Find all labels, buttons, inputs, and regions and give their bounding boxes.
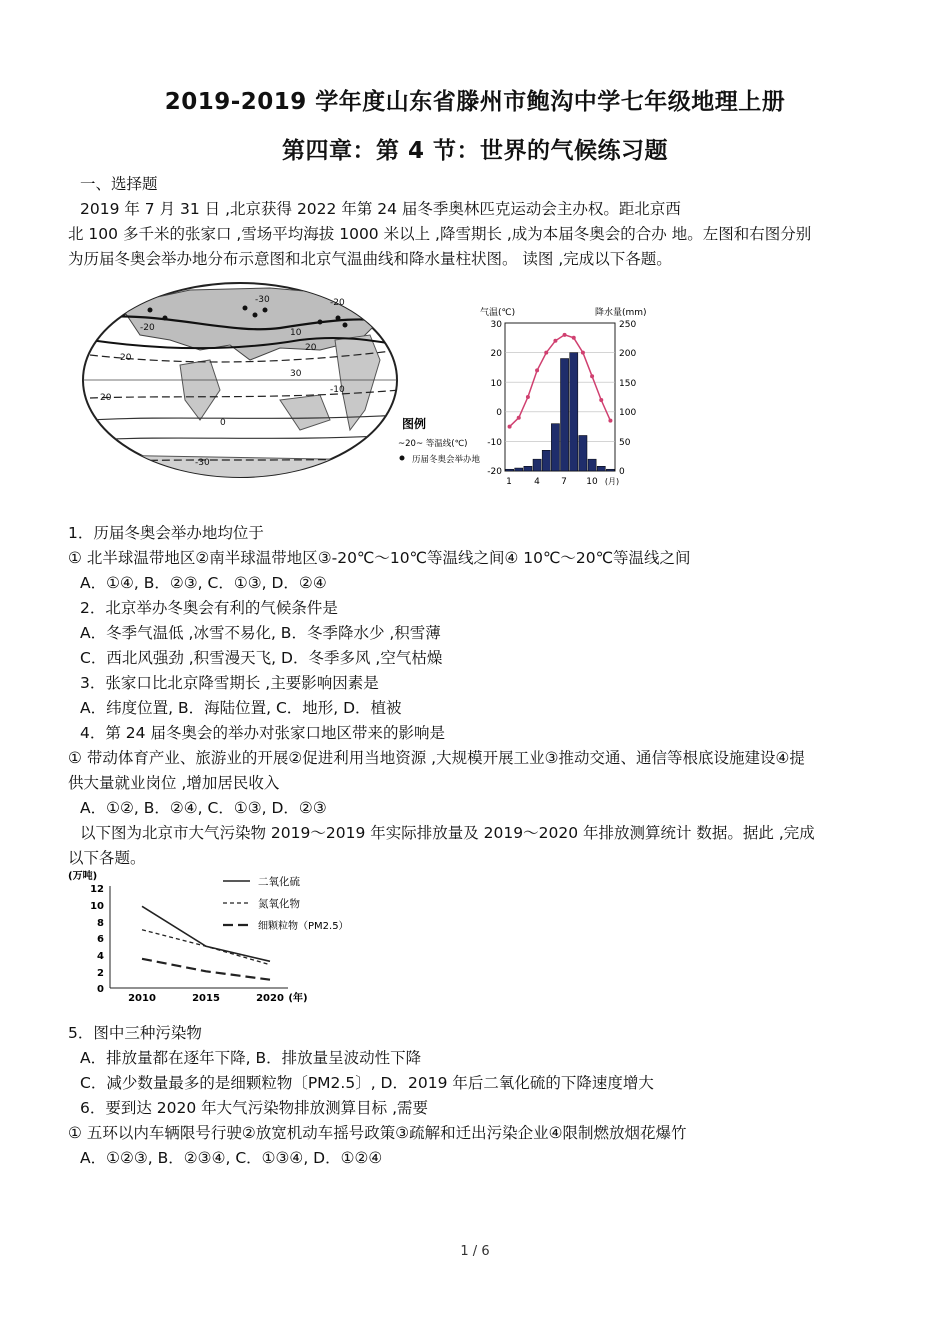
q3-answers: A．纬度位置, B．海陆位置, C．地形, D．植被 — [80, 699, 402, 717]
temp-point — [599, 398, 603, 402]
temp-point — [553, 339, 557, 343]
month-tick: 1 — [506, 477, 512, 487]
y-tick: 12 — [90, 884, 104, 895]
pollution-line-chart — [68, 866, 349, 1006]
legend-site: 历届冬奥会举办地 — [412, 455, 481, 465]
x-tick: 2015 — [192, 993, 220, 1004]
temp-tick: 10 — [490, 379, 502, 389]
y-tick: 4 — [97, 951, 104, 962]
iso-label: 30 — [290, 369, 302, 379]
q4-options-2: 供大量就业岗位 ,增加居民收入 — [68, 774, 280, 792]
month-tick: 4 — [534, 477, 540, 487]
q1-stem: 1．历届冬奥会举办地均位于 — [68, 524, 264, 542]
temp-line — [510, 335, 611, 427]
precip-bar — [561, 359, 569, 471]
iso-label: 20 — [120, 353, 132, 363]
host-site-dot — [343, 323, 348, 328]
host-site-dot — [148, 308, 153, 313]
precip-bar — [597, 466, 605, 471]
x-tick: 2020 — [256, 993, 284, 1004]
x-tick: 2010 — [128, 993, 156, 1004]
temp-point — [517, 416, 521, 420]
y-tick: 10 — [90, 901, 104, 912]
section-heading: 一、选择题 — [80, 175, 158, 193]
temp-tick: 30 — [490, 320, 502, 330]
legend-dot-icon — [400, 456, 405, 461]
landmass — [100, 455, 380, 480]
iso-label: 0 — [220, 418, 226, 428]
precip-bar — [533, 459, 541, 471]
beijing-climate-chart — [480, 303, 647, 493]
iso-label: -30 — [255, 295, 270, 305]
q2-answers-ab: A．冬季气温低 ,冰雪不易化, B．冬季降水少 ,积雪薄 — [80, 624, 441, 642]
iso-label: -20 — [330, 298, 345, 308]
y-tick: 0 — [97, 984, 104, 995]
y-tick: 8 — [97, 918, 104, 929]
legend-label-so2: 二氧化硫 — [258, 876, 300, 888]
intro1-line3: 为历届冬奥会举办地分布示意图和北京气温曲线和降水量柱状图。 读图 ,完成以下各题。 — [68, 250, 672, 268]
precip-bar — [551, 424, 559, 471]
q1-answers: A．①④, B．②③, C．①③, D．②④ — [80, 574, 327, 592]
title-line-2: 第四章：第 4 节：世界的气候练习题 — [281, 138, 669, 164]
intro2-line1: 以下图为北京市大气污染物 2019～2019 年实际排放量及 2019～2020 年排放测算统计 数据。据此 ,完成 — [80, 824, 815, 842]
temp-point — [535, 368, 539, 372]
legend-isotherm: ~20~ 等温线(℃) — [398, 439, 468, 449]
precip-bar — [570, 353, 578, 471]
q5-answers-ab: A．排放量都在逐年下降, B．排放量呈波动性下降 — [80, 1049, 422, 1067]
iso-label: 20 — [100, 393, 112, 403]
iso-label: -30 — [195, 458, 210, 468]
precip-tick: 200 — [619, 349, 637, 359]
temp-point — [572, 336, 576, 340]
temp-point — [590, 374, 594, 378]
host-site-dot — [243, 306, 248, 311]
temp-tick: 20 — [490, 349, 502, 359]
iso-label: 10 — [290, 328, 302, 338]
y-axis-unit: (万吨) — [68, 871, 98, 882]
temp-point — [563, 333, 567, 337]
series-line-nox — [142, 930, 270, 965]
month-unit: (月) — [604, 477, 620, 486]
precip-tick: 0 — [619, 467, 625, 477]
host-site-dot — [318, 320, 323, 325]
precip-tick: 100 — [619, 408, 637, 418]
precip-bar — [524, 466, 532, 471]
month-tick: 10 — [586, 477, 598, 487]
world-map-figure — [80, 280, 500, 485]
host-site-dot — [336, 316, 341, 321]
precip-axis-label: 降水量(mm) — [595, 308, 647, 318]
temp-axis-label: 气温(℃) — [480, 308, 516, 318]
iso-label: -10 — [330, 385, 345, 395]
host-site-dot — [253, 313, 258, 318]
y-tick: 2 — [97, 968, 104, 979]
q6-answers: A．①②③, B．②③④, C．①③④, D．①②④ — [80, 1149, 383, 1167]
x-unit: (年) — [288, 993, 308, 1004]
precip-tick: 150 — [619, 379, 637, 389]
temp-point — [508, 425, 512, 429]
series-line-pm25 — [142, 959, 270, 980]
page-number: 1 / 6 — [460, 1244, 490, 1259]
q2-stem: 2．北京举办冬奥会有利的气候条件是 — [80, 599, 338, 617]
legend-label-pm25: 细颗粒物（PM2.5） — [258, 921, 349, 932]
precip-tick: 50 — [619, 438, 631, 448]
temp-points — [508, 333, 613, 429]
q5-stem: 5．图中三种污染物 — [68, 1024, 202, 1042]
iso-label: 20 — [305, 343, 317, 353]
series-line-so2 — [142, 906, 270, 961]
temp-tick: -10 — [487, 438, 502, 448]
intro1-line2: 北 100 多千米的张家口 ,雪场平均海拔 1000 米以上 ,降雪期长 ,成为本届冬奥会的合办 地。左图和右图分别 — [68, 225, 812, 243]
precip-bar — [606, 469, 614, 471]
q2-answers-cd: C．西北风强劲 ,积雪漫天飞, D．冬季多风 ,空气枯燥 — [80, 649, 443, 667]
q3-stem: 3．张家口比北京降雪期长 ,主要影响因素是 — [80, 674, 379, 692]
intro2-line2: 以下各题。 — [68, 849, 146, 867]
temp-point — [544, 351, 548, 355]
precip-tick: 250 — [619, 320, 637, 330]
intro1-line1: 2019 年 7 月 31 日 ,北京获得 2022 年第 24 届冬季奥林匹克运动会主办权。距北京西 — [80, 200, 681, 218]
precip-bar — [515, 468, 523, 471]
precip-bar — [588, 459, 596, 471]
q4-answers: A．①②, B．②④, C．①③, D．②③ — [80, 799, 327, 817]
legend-label-nox: 氮氧化物 — [258, 898, 300, 910]
q5-answers-cd: C．减少数量最多的是细颗粒物〔PM2.5〕, D．2019 年后二氧化硫的下降速度增大 — [80, 1074, 654, 1092]
temp-point — [581, 351, 585, 355]
q6-stem: 6．要到达 2020 年大气污染物排放测算目标 ,需要 — [80, 1099, 429, 1117]
host-site-dot — [263, 308, 268, 313]
temp-point — [526, 395, 530, 399]
legend-title: 图例 — [402, 417, 427, 431]
temp-tick: -20 — [487, 467, 502, 477]
host-site-dot — [163, 316, 168, 321]
title-line-1: 2019-2019 学年度山东省滕州市鲍沟中学七年级地理上册 — [164, 89, 786, 115]
q1-options: ① 北半球温带地区②南半球温带地区③-20℃～10℃等温线之间④ 10℃～20℃等温线之间 — [68, 549, 691, 567]
temp-point — [608, 419, 612, 423]
precip-bar — [579, 435, 587, 471]
q4-stem: 4．第 24 届冬奥会的举办对张家口地区带来的影响是 — [80, 724, 445, 742]
y-tick: 6 — [97, 934, 104, 945]
month-tick: 7 — [561, 477, 567, 487]
precip-bar — [542, 450, 550, 471]
gridlines — [505, 353, 615, 442]
precip-bar — [506, 469, 514, 471]
temp-tick: 0 — [496, 408, 502, 418]
plot-frame — [505, 323, 615, 471]
iso-label: -20 — [140, 323, 155, 333]
q4-options-1: ① 带动体育产业、旅游业的开展②促进利用当地资源 ,大规模开展工业③推动交通、通信等根底设施建设④提 — [68, 749, 805, 767]
q6-options: ① 五环以内车辆限号行驶②放宽机动车摇号政策③疏解和迁出污染企业④限制燃放烟花爆竹 — [68, 1124, 687, 1142]
